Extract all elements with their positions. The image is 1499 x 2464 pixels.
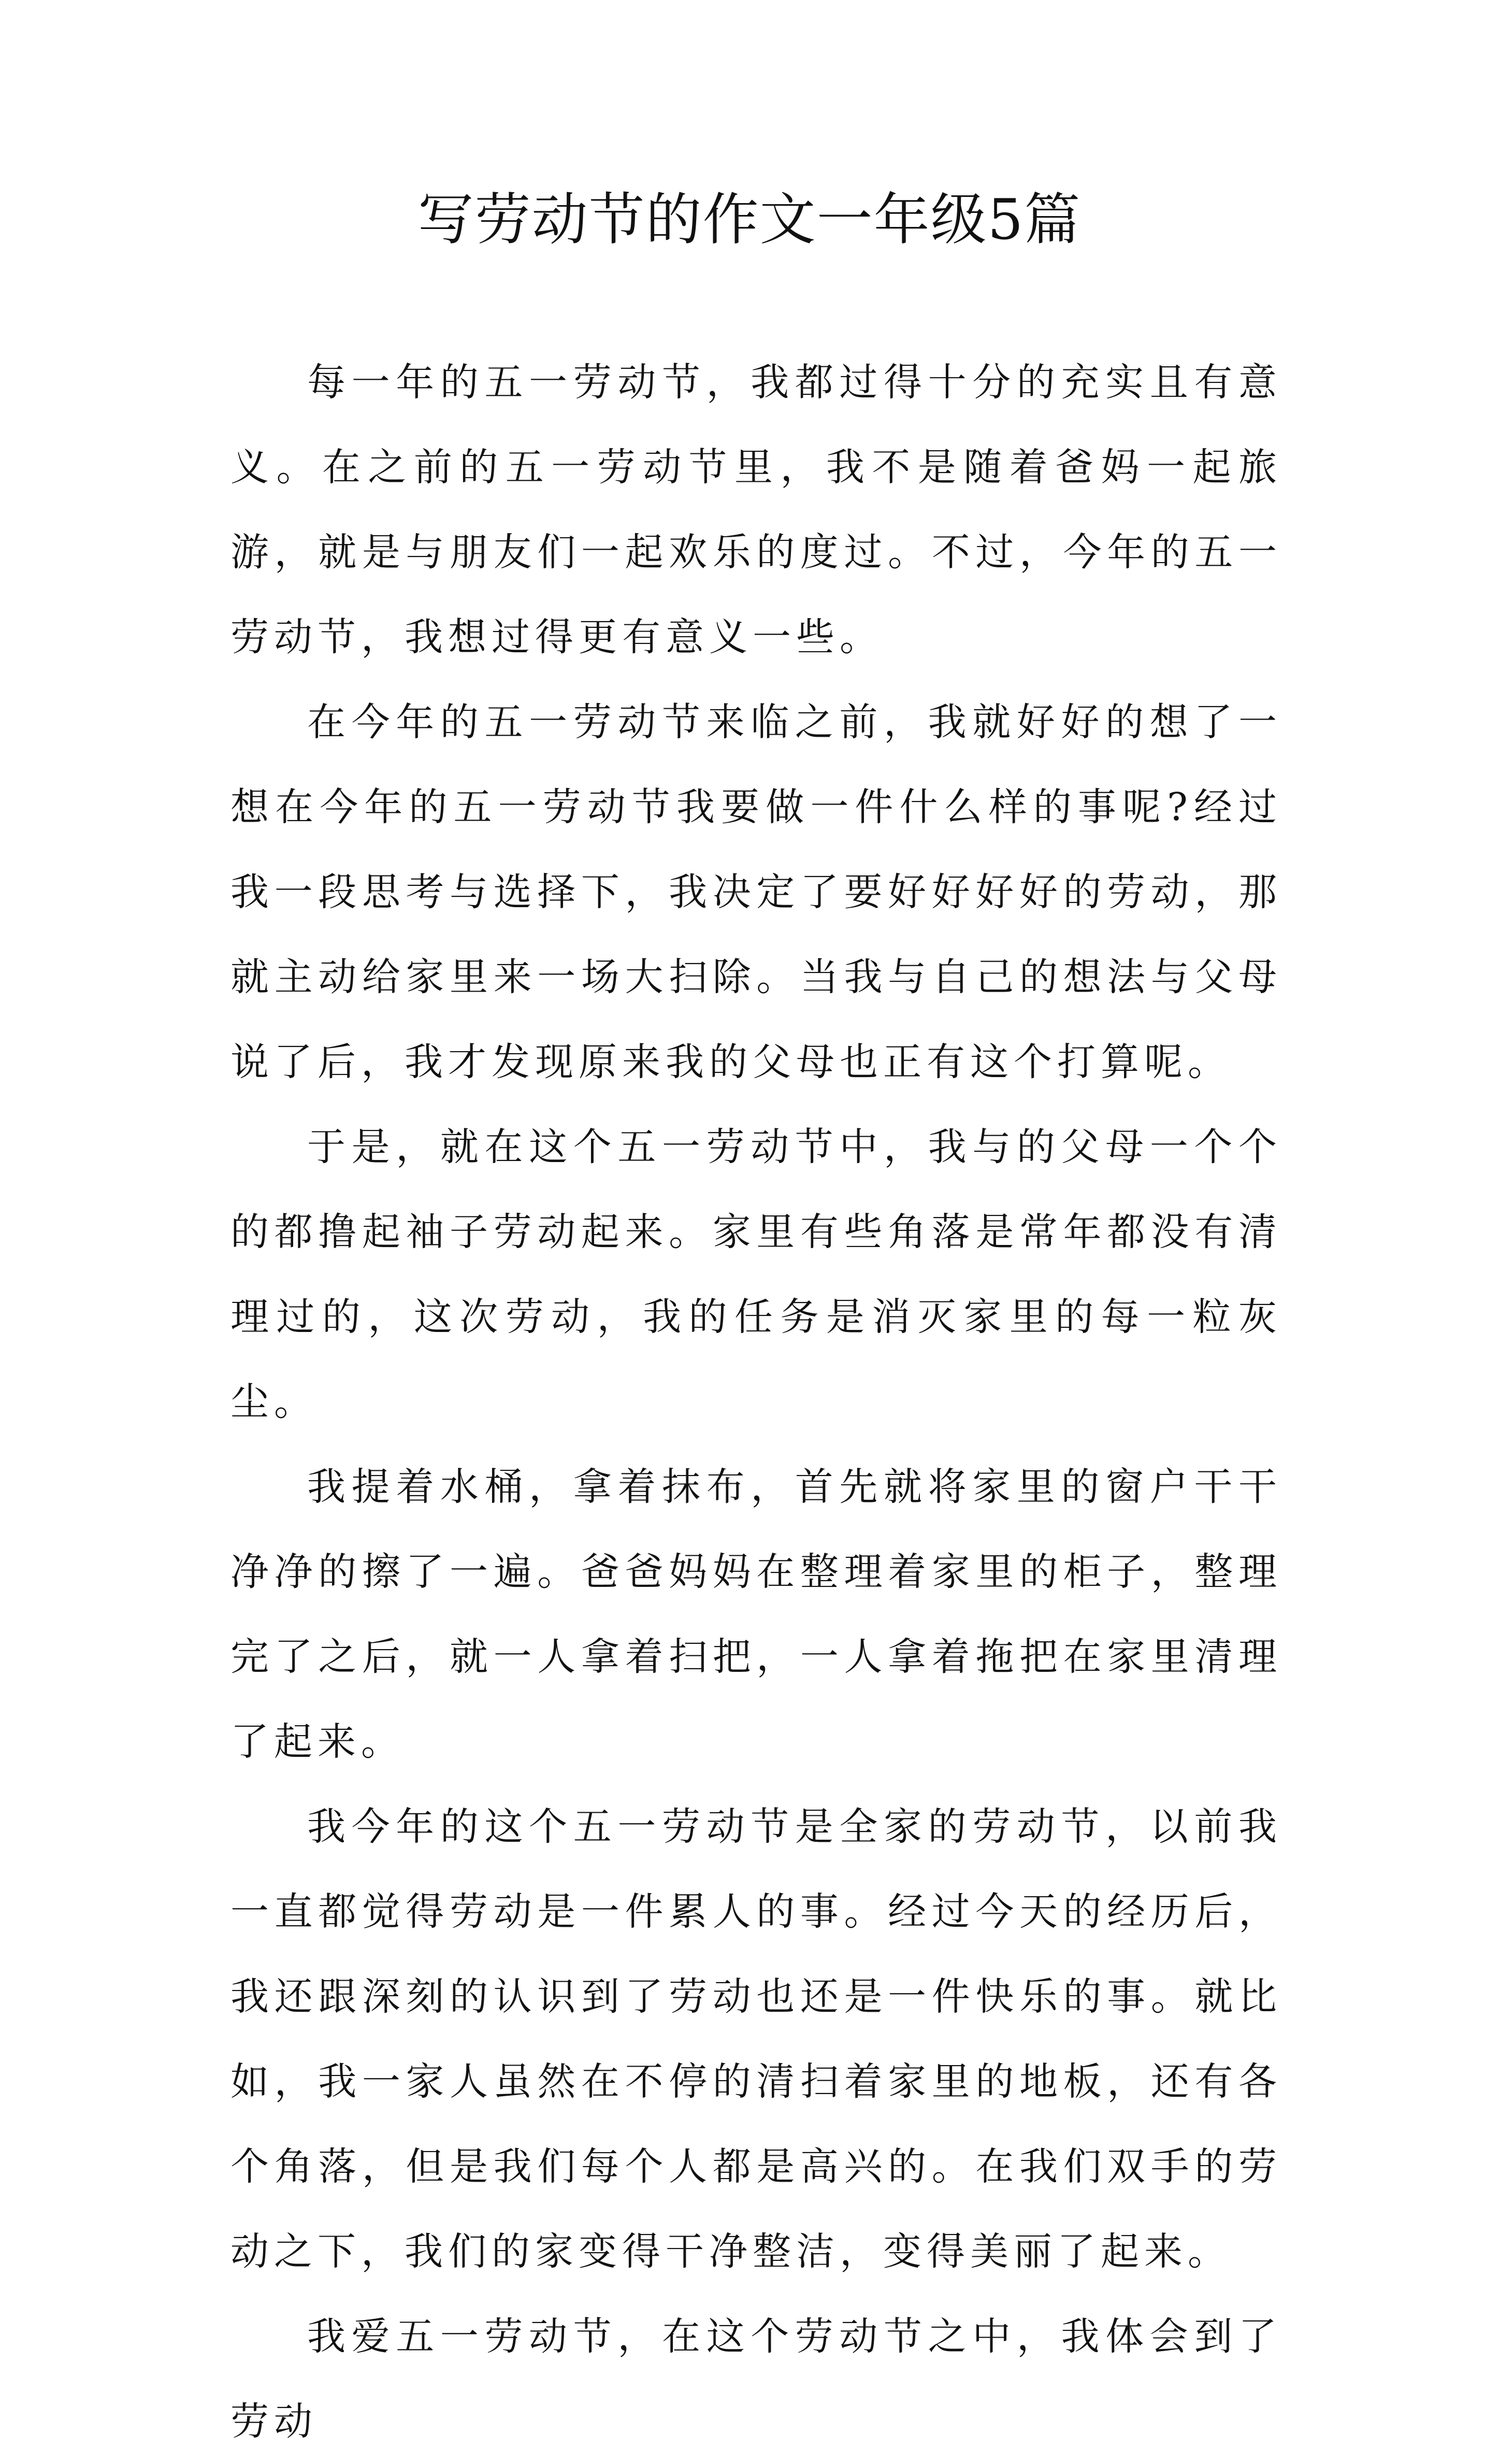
paragraph-2: 在今年的五一劳动节来临之前，我就好好的想了一想在今年的五一劳动节我要做一件什么样的事呢?经过我一段思考与选择下，我决定了要好好好好的劳动，那就主动给家里来一场大扫除。当我与自己的想法与父母说了后，我才发现原来我的父母也正有这个打算呢。 <box>230 700 1282 1084</box>
document-title: 写劳动节的作文一年级5篇 <box>417 188 1082 252</box>
paragraph-1: 每一年的五一劳动节，我都过得十分的充实且有意义。在之前的五一劳动节里，我不是随着爸妈一起旅游，就是与朋友们一起欢乐的度过。不过，今年的五一劳动节，我想过得更有意义一些。 <box>230 360 1282 660</box>
paragraph-3: 于是，就在这个五一劳动节中，我与的父母一个个的都撸起袖子劳动起来。家里有些角落是常年都没有清理过的，这次劳动，我的任务是消灭家里的每一粒灰尘。 <box>230 1125 1282 1424</box>
paragraph-6: 我爱五一劳动节，在这个劳动节之中，我体会到了劳动 <box>230 2314 1282 2444</box>
paragraph-4: 我提着水桶，拿着抹布，首先就将家里的窗户干干净净的擦了一遍。爸爸妈妈在整理着家里的柜子，整理完了之后，就一人拿着扫把，一人拿着拖把在家里清理了起来。 <box>230 1465 1282 1764</box>
paragraph-5: 我今年的这个五一劳动节是全家的劳动节，以前我一直都觉得劳动是一件累人的事。经过今天的经历后，我还跟深刻的认识到了劳动也还是一件快乐的事。就比如，我一家人虽然在不停的清扫着家里的地板，还有各个角落，但是我们每个人都是高兴的。在我们双手的劳动之下，我们的家变得干净整洁，变得美丽了起来。 <box>230 1804 1282 2274</box>
document-body <box>230 311 1282 2464</box>
